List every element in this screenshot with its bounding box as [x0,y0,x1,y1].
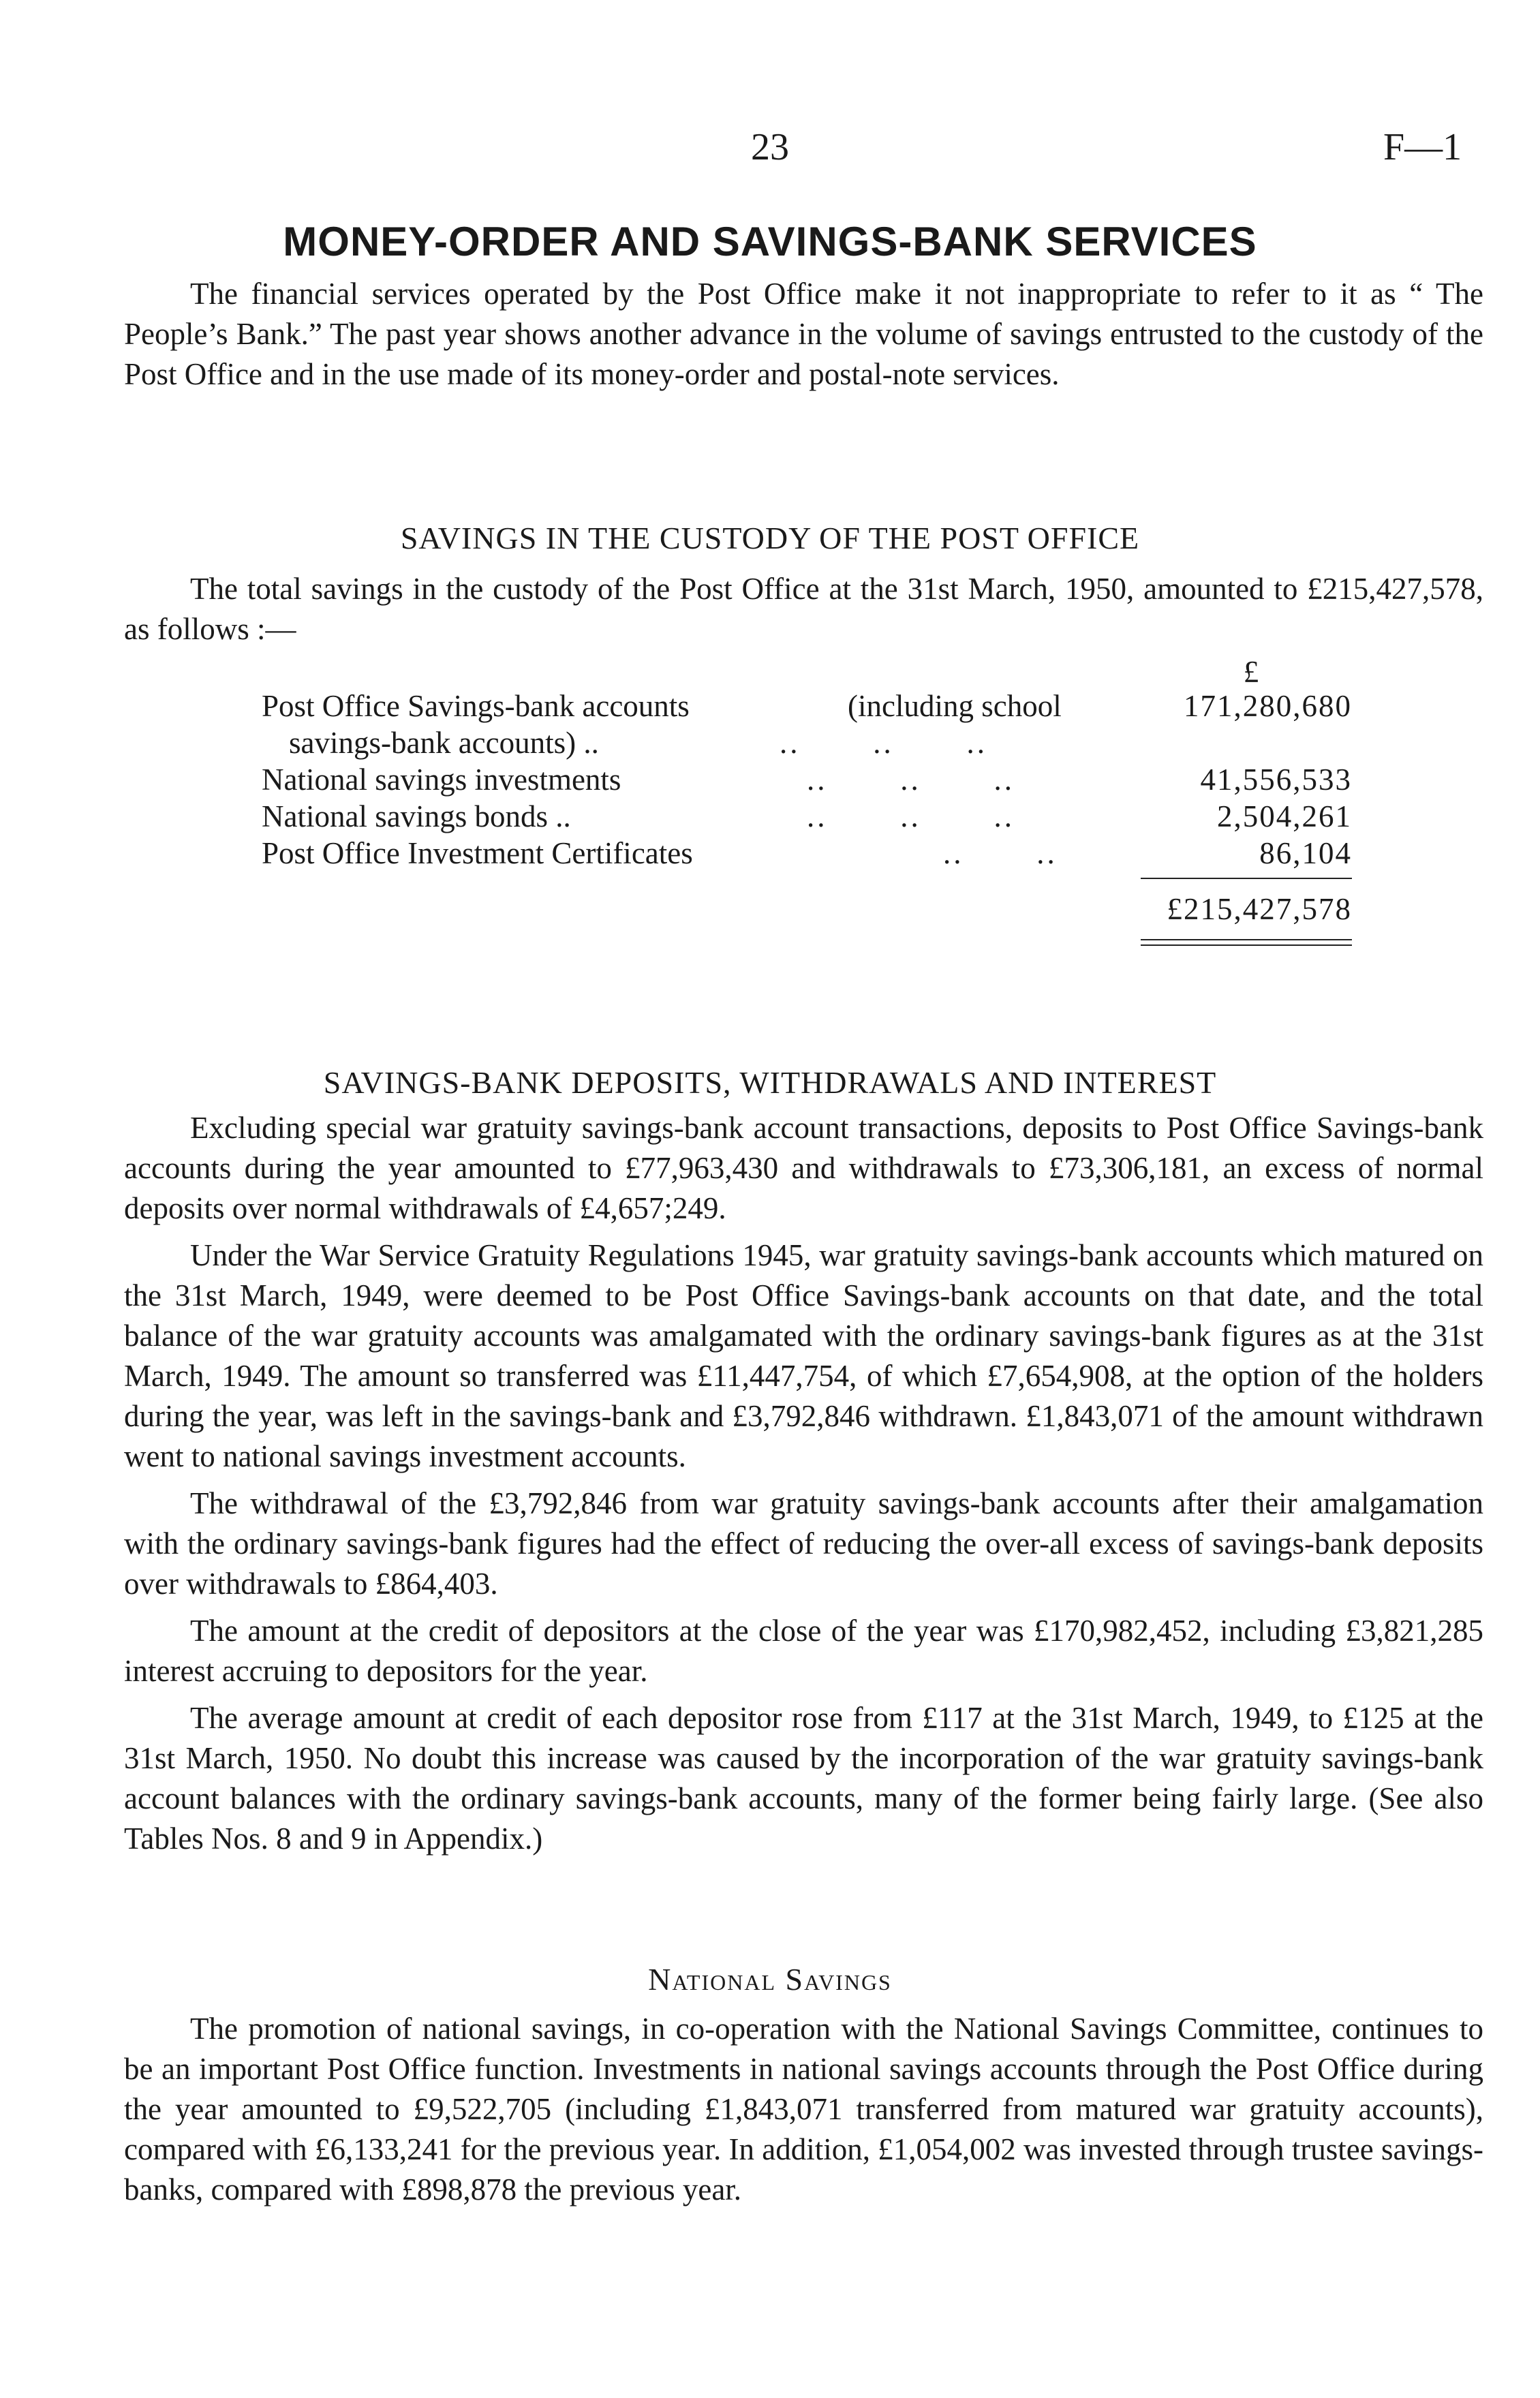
national-savings-heading: National Savings [648,1962,892,1997]
row-label: Post Office Savings-bank accounts [262,689,690,723]
national-savings-block [124,2009,1483,2217]
intro-paragraph: The financial services operated by the Post Office make it not inappropriate to refer to it as “ The People’s Bank.” The past year shows another advance in the volume of savings entrusted to the custody of the Post Office and in the use made of its money-order and postal-note services. [124,277,1483,391]
row-label: savings-bank accounts) .. [289,726,599,760]
row-label-extra: (including school [848,689,1062,723]
national-savings-paragraph: The promotion of national savings, in co-operation with the National Savings Committee, continues to be an important Post Office function. Investments in national savings accounts through the Post Office during the year amounted to £9,522,705 (including £1,843,071 transferred from matured war gratuity accounts), compared with £6,133,241 for the previous year. In addition, £1,054,002 was invested through trustee savings-banks, compared with £898,878 the previous year. [124,2012,1483,2207]
row-label: National savings investments [262,763,621,797]
savings-custody-intro-block [124,569,1483,656]
intro-block [124,274,1483,401]
leader-dots: .. .. .. [807,799,1015,833]
table-row [262,725,1352,765]
table-row [262,799,1352,838]
row-amount: 171,280,680 [1184,689,1352,723]
deposits-paragraph-1: Excluding special war gratuity savings-bank account transactions, deposits to Post Office Savings-bank accounts during the year amounted to £77,963,430 and withdrawals to £73,306,181, an excess of normal deposits over normal withdrawals of £4,657;249. [124,1111,1483,1225]
deposits-paragraph-5: The average amount at credit of each depositor rose from £117 at the 31st March, 1949, to £125 at the 31st March, 1950. No doubt this increase was caused by the incorporation of the war gratuity savings-bank account balances with the ordinary savings-bank accounts, many of the former being fairly large. (See also Tables Nos. 8 and 9 in Appendix.) [124,1701,1483,1856]
savings-custody-text: The total savings in the custody of the Post Office at the 31st March, 1950, amounted to £215,427,578, as follows :— [124,572,1483,646]
total-double-rule-bottom [1141,944,1352,946]
row-amount: 2,504,261 [1217,799,1352,833]
deposits-block [124,1108,1483,1866]
leader-dots: .. .. [943,836,1058,870]
row-amount: 86,104 [1259,836,1352,870]
deposits-paragraph-4: The amount at the credit of depositors at the close of the year was £170,982,452, including £3,821,285 interest accruing to depositors for the year. [124,1614,1483,1688]
table-row [262,688,1352,728]
leader-dots: .. .. .. [780,726,987,760]
currency-header: £ [1243,655,1259,689]
deposits-paragraph-2: Under the War Service Gratuity Regulations 1945, war gratuity savings-bank accounts which matured on the 31st March, 1949, were deemed to be Post Office Savings-bank accounts on that date, and the total balance of the war gratuity accounts was amalgamated with the ordinary savings-bank figures as at the 31st March, 1949. The amount so transferred was £11,447,754, of which £7,654,908, at the option of the holders during the year, was left in the savings-bank and £3,792,846 withdrawn. £1,843,071 of the amount withdrawn went to national savings investment accounts. [124,1238,1483,1473]
table-row [262,762,1352,801]
page-code: F—1 [1383,126,1462,168]
leader-dots: .. .. .. [807,763,1015,797]
row-label: National savings bonds .. [262,799,571,833]
subtotal-rule [1141,878,1352,879]
main-title: MONEY-ORDER AND SAVINGS-BANK SERVICES [283,219,1257,264]
total-double-rule-top [1141,939,1352,940]
deposits-heading: SAVINGS-BANK DEPOSITS, WITHDRAWALS AND INTEREST [323,1065,1217,1100]
savings-custody-heading: SAVINGS IN THE CUSTODY OF THE POST OFFICE [400,521,1140,555]
row-label: Post Office Investment Certificates [262,836,693,870]
total-row [262,891,1352,931]
total-amount: £215,427,578 [1167,892,1352,926]
row-amount: 41,556,533 [1200,763,1352,797]
page-number: 23 [751,126,789,168]
deposits-paragraph-3: The withdrawal of the £3,792,846 from war gratuity savings-bank accounts after their amalgamation with the ordinary savings-bank figures had the effect of reducing the over-all excess of savings-bank deposits over withdrawals to £864,403. [124,1486,1483,1601]
table-row [262,835,1352,875]
